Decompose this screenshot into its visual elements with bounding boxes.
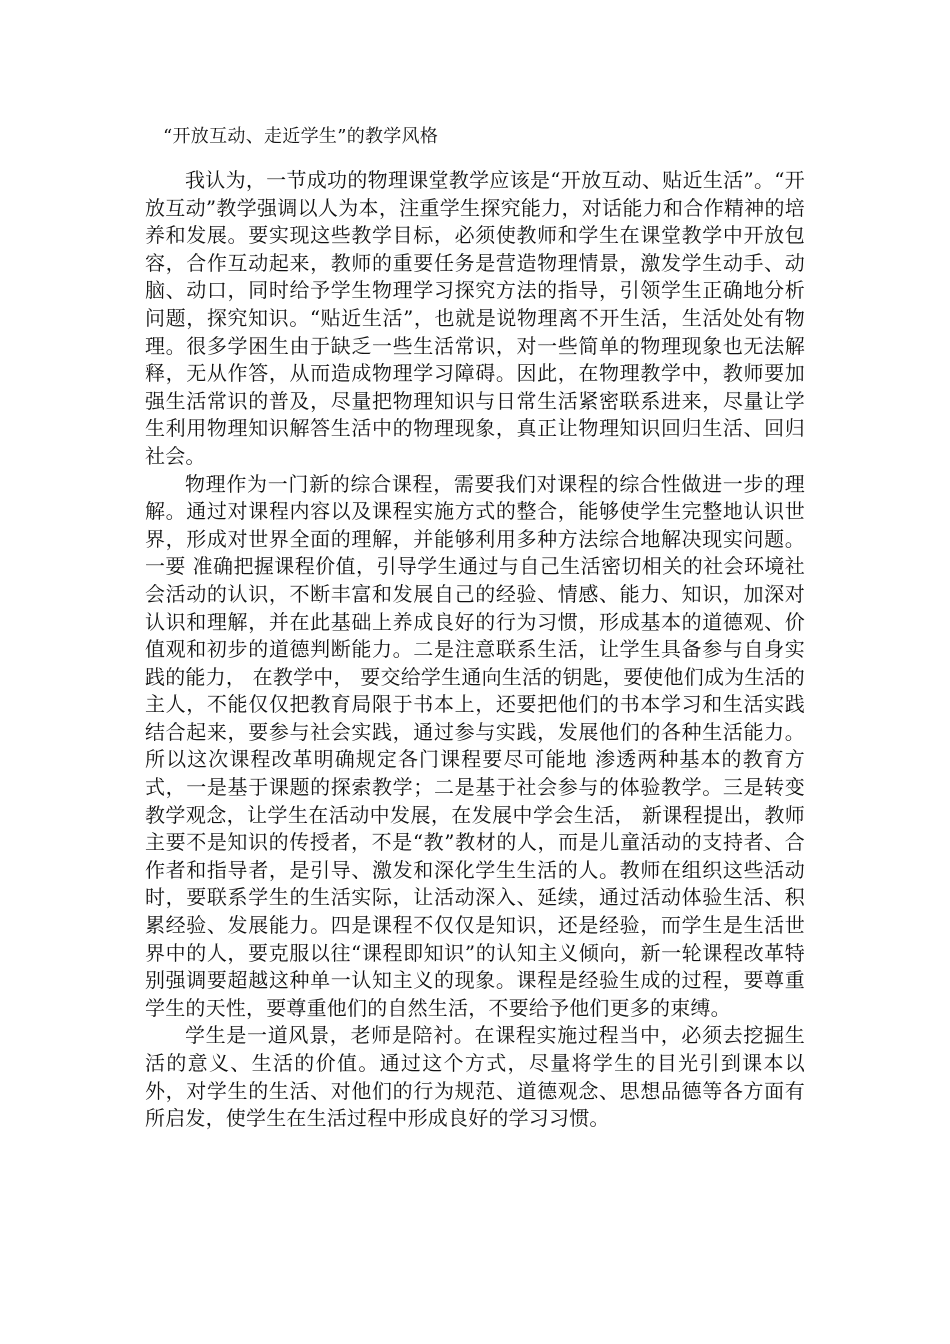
document-body [145,167,805,1133]
paragraph-1: 我认为，一节成功的物理课堂教学应该是“开放互动、贴近生活”。“开放互动”教学强调以人为本，注重学生探究能力，对话能力和合作精神的培养和发展。要实现这些教学目标，必须使教师和学生在课堂教学中开放包容，合作互动起来，教师的重要任务是营造物理情景，激发学生动手、动脑、动口，同时给予学生物理学习探究方法的指导，引领学生正确地分析问题，探究知识。“贴近生活”，也就是说物理离不开生活，生活处处有物理。很多学困生由于缺乏一些生活常识，对一些简单的物理现象也无法解释，无从作答，从而造成物理学习障碍。因此，在物理教学中，教师要加强生活常识的普及，尽量把物理知识与日常生活紧密联系进来，尽量让学生利用物理知识解答生活中的物理现象，真正让物理知识回归生活、回归社会。 [145,168,805,468]
paragraph-2: 物理作为一门新的综合课程，需要我们对课程的综合性做进一步的理解。通过对课程内容以及课程实施方式的整合，能够使学生完整地认识世界，形成对世界全面的理解，并能够利用多种方法综合地解决现实问题。 一要 准确把握课程价值，引导学生通过与自己生活密切相关的社会环境社会活动的认识，不断丰富和发展自己的经验、情感、能力、知识，加深对认识和理解，并在此基础上养成良好的行为习惯，形成基本的道德观、价值观和初步的道德判断能力。二是注意联系生活，让学生具备参与自身实践的能力， 在教学中， 要交给学生通向生活的钥匙，要使他们成为生活的主人，不能仅仅把教育局限于书本上，还要把他们的书本学习和生活实践结合起来，要参与社会实践，通过参与实践，发展他们的各种生活能力。所以这次课程改革明确规定各门课程要尽可能地 渗透两种基本的教育方式，一是基于课题的探索教学；二是基于社会参与的体验教学。三是转变教学观念，让学生在活动中发展，在发展中学会生活， 新课程提出，教师主要不是知识的传授者，不是“教”教材的人，而是儿童活动的支持者、合作者和指导者，是引导、激发和深化学生生活的人。教师在组织这些活动时，要联系学生的生活实际，让活动深入、延续，通过活动体验生活、积累经验、发展能力。四是课程不仅仅是知识，还是经验，而学生是生活世界中的人，要克服以往“课程即知识”的认知主义倾向，新一轮课程改革特别强调要超越这种单一认知主义的现象。课程是经验生成的过程，要尊重学生的天性，要尊重他们的自然生活，不要给予他们更多的束缚。 [145,471,805,1020]
document-title: “开放互动、走近学生”的教学风格 [163,126,439,147]
paragraph-3: 学生是一道风景，老师是陪衬。在课程实施过程当中，必须去挖掘生活的意义、生活的价值。通过这个方式，尽量将学生的目光引到课本以外，对学生的生活、对他们的行为规范、道德观念、思想品德等各方面有所启发，使学生在生活过程中形成良好的学习习惯。 [145,1023,805,1131]
